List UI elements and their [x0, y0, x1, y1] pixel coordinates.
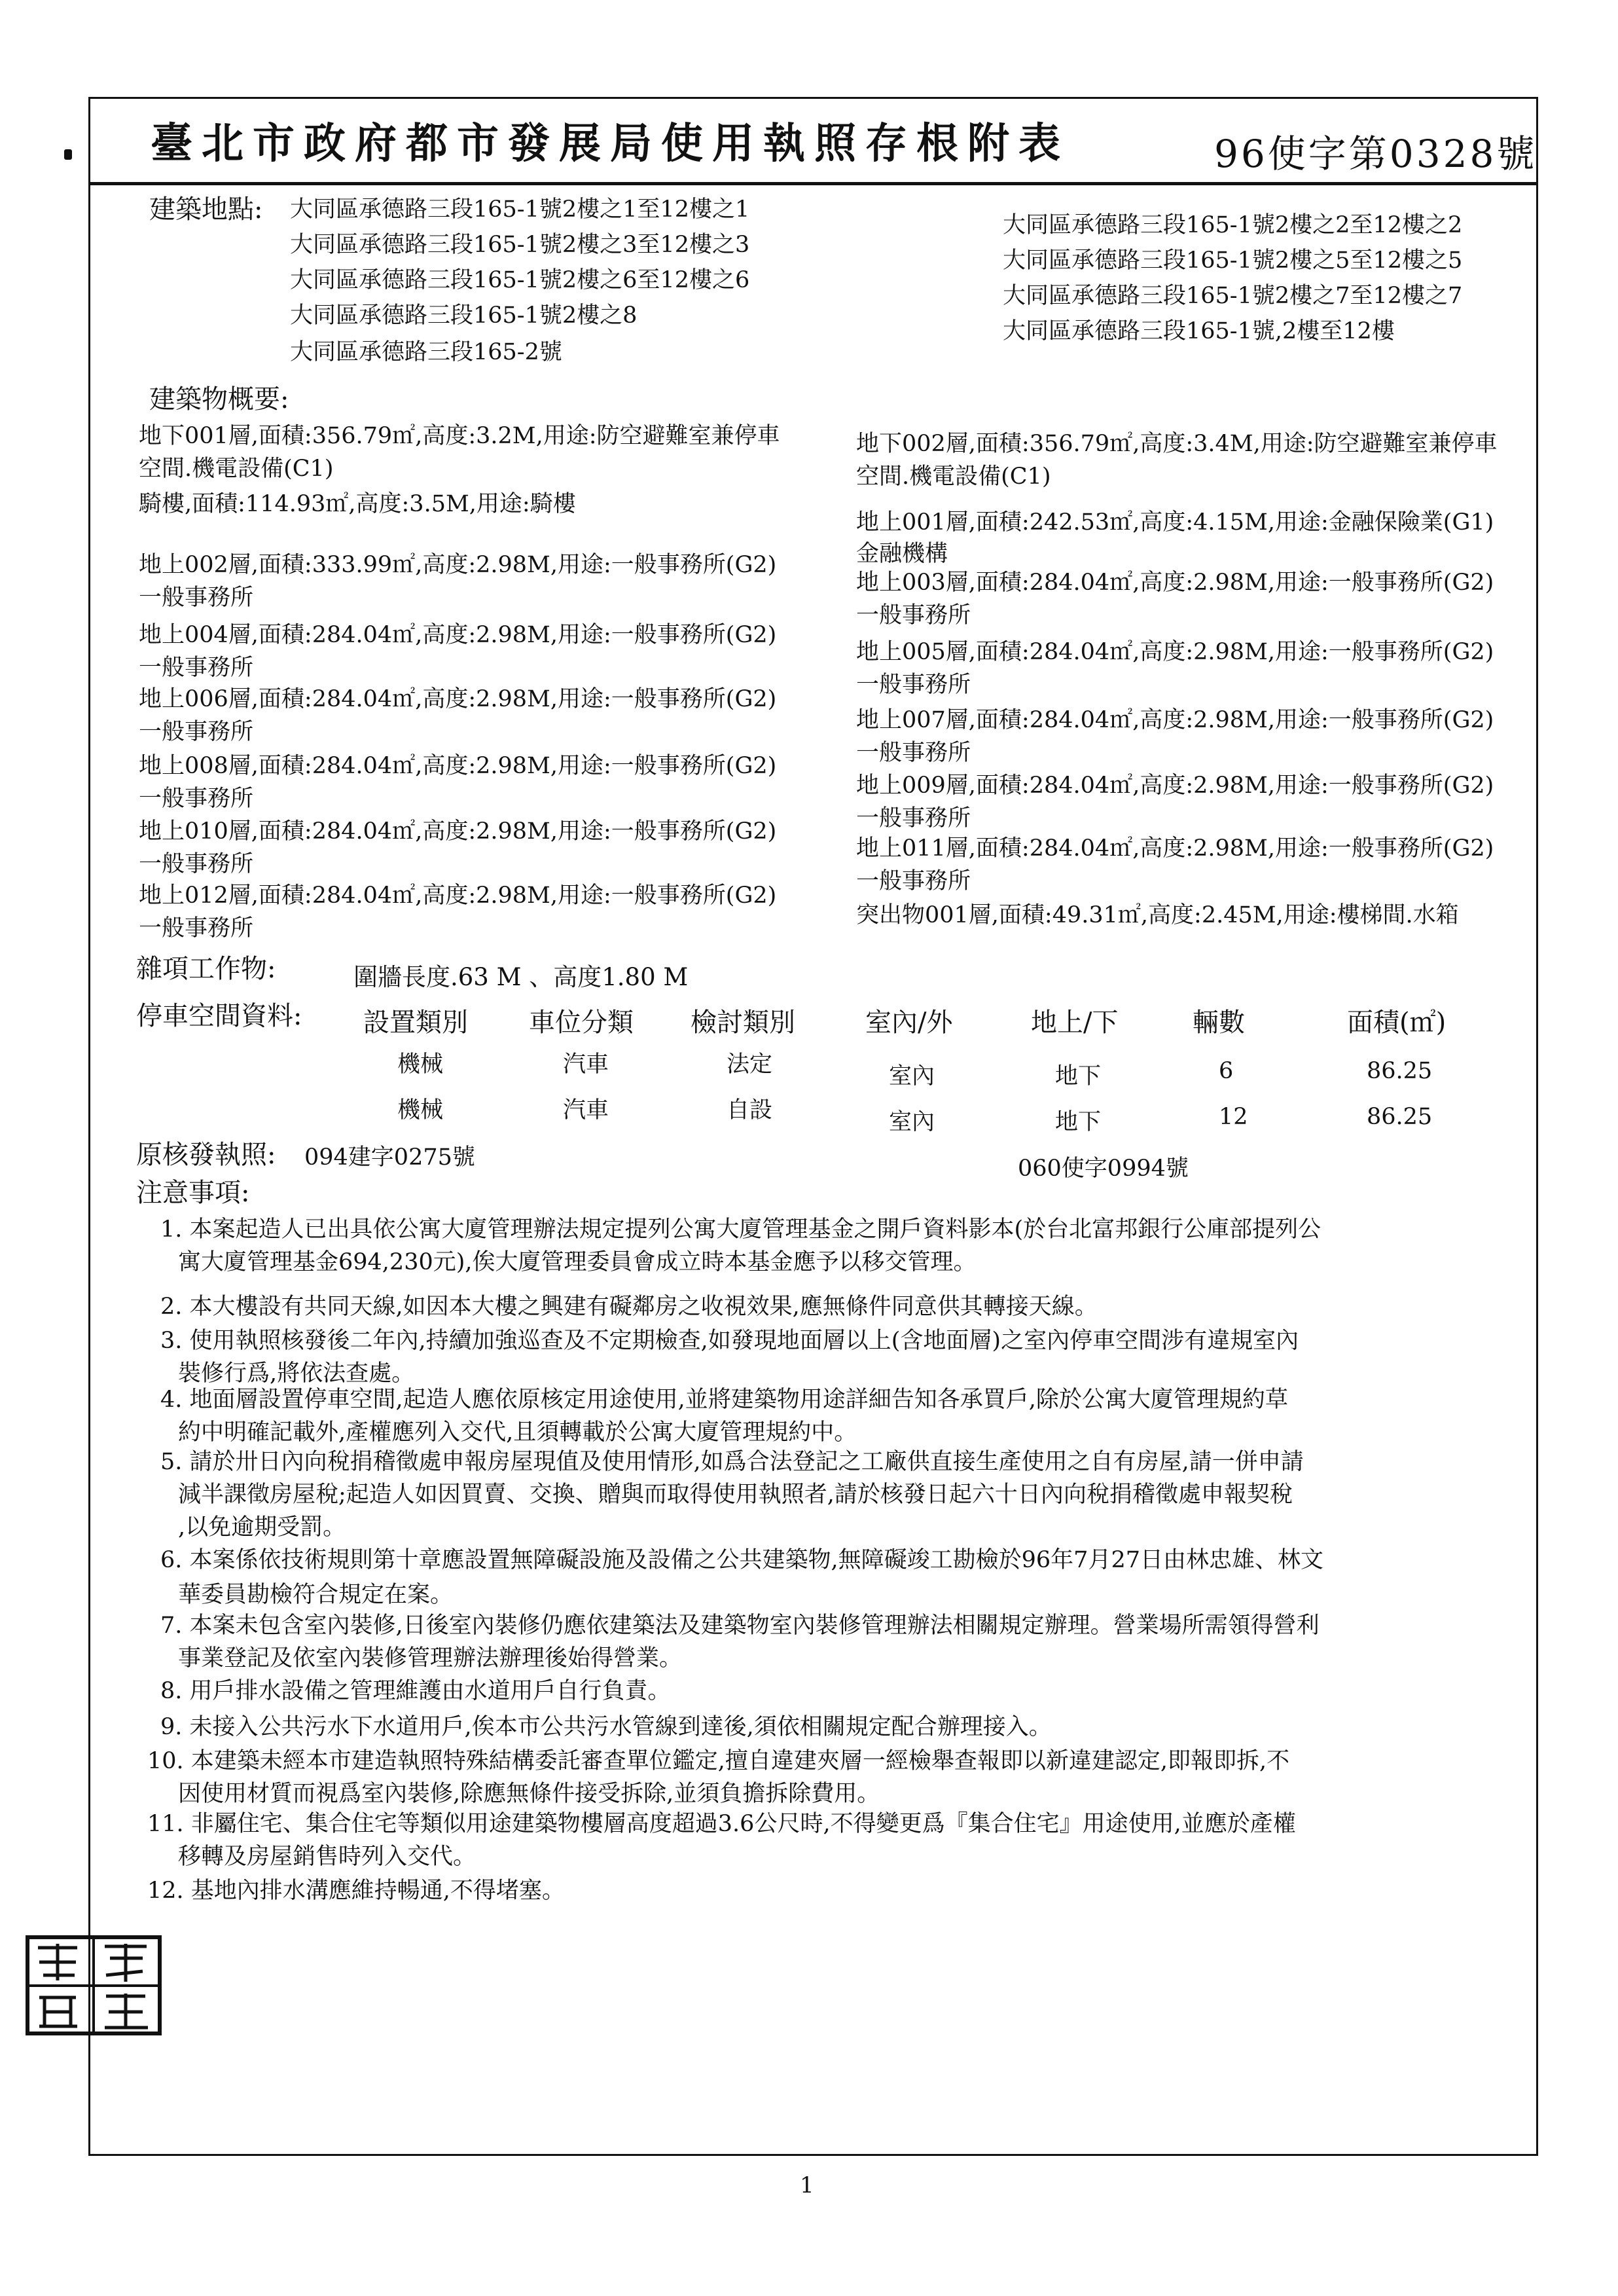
address-line: 大同區承德路三段165-1號2樓之6至12樓之6: [290, 267, 750, 293]
note-line: 事業登記及依室內裝修管理辦法辦理後始得營業。: [178, 1645, 683, 1671]
notes-label: 注意事項:: [136, 1178, 250, 1208]
note-line: 華委員勘檢符合規定在案。: [178, 1582, 454, 1608]
note-line: 寓大廈管理基金694,230元),俟大廈管理委員會成立時本基金應予以移交管理。: [178, 1249, 977, 1275]
note-line: 約中明確記載外,產權應列入交代,且須轉載於公寓大廈管理規約中。: [178, 1419, 857, 1446]
overview-line: 一般事務所: [139, 786, 254, 812]
original-permit-value-2: 060使字0994號: [1018, 1156, 1189, 1182]
overview-line: 地上003層,面積:284.04㎡,高度:2.98M,用途:一般事務所(G2): [856, 570, 1494, 596]
parking-header: 檢討類別: [691, 1008, 795, 1038]
note-line: 4. 地面層設置停車空間,起造人應依原核定用途使用,並將建築物用途詳細告知各承買戶,除於公寓大廈管理規約草: [160, 1387, 1288, 1413]
original-permit-value-1: 094建字0275號: [304, 1144, 475, 1171]
official-seal-stamp: [25, 1935, 162, 2036]
address-line: 大同區承德路三段165-1號2樓之1至12樓之1: [290, 196, 750, 223]
overview-line: 空間.機電設備(C1): [856, 464, 1051, 490]
overview-line: 一般事務所: [139, 585, 254, 611]
overview-line: 空間.機電設備(C1): [139, 456, 334, 482]
note-line: 裝修行爲,將依法查處。: [178, 1360, 415, 1387]
overview-line: 地上008層,面積:284.04㎡,高度:2.98M,用途:一般事務所(G2): [139, 753, 777, 779]
address-line: 大同區承德路三段165-1號2樓之2至12樓之2: [1003, 212, 1463, 238]
overview-line: 一般事務所: [139, 851, 254, 877]
misc-label: 雜項工作物:: [136, 954, 276, 984]
parking-cell: 6: [1219, 1058, 1234, 1084]
margin-mark: [64, 149, 72, 160]
parking-cell: 地下: [1055, 1109, 1102, 1135]
note-line: 11. 非屬住宅、集合住宅等類似用途建築物樓層高度超過3.6公尺時,不得變更爲『集合住宅』用途使用,並應於產權: [147, 1811, 1296, 1837]
overview-line: 地上012層,面積:284.04㎡,高度:2.98M,用途:一般事務所(G2): [139, 883, 777, 909]
note-line: 減半課徵房屋稅;起造人如因買賣、交換、贈與而取得使用執照者,請於核發日起六十日內向稅捐稽徵處申報契稅: [178, 1482, 1293, 1508]
note-line: 1. 本案起造人已出具依公寓大廈管理辦法規定提列公寓大廈管理基金之開戶資料影本(於台北富邦銀行公庫部提列公: [160, 1216, 1321, 1243]
parking-cell: 自設: [727, 1097, 773, 1123]
overview-line: 一般事務所: [139, 719, 254, 745]
note-line: 12. 基地內排水溝應維持暢通,不得堵塞。: [147, 1878, 565, 1904]
parking-cell: 汽車: [563, 1097, 609, 1123]
note-line: 6. 本案係依技術規則第十章應設置無障礙設施及設備之公共建築物,無障礙竣工勘檢於96年7月27日由林忠雄、林文: [160, 1547, 1323, 1573]
parking-cell: 室內: [889, 1063, 935, 1089]
parking-header: 室內/外: [865, 1008, 953, 1038]
address-label: 建築地點:: [149, 194, 263, 225]
address-line: 大同區承德路三段165-2號: [290, 339, 562, 365]
parking-label: 停車空間資料:: [136, 1001, 302, 1031]
parking-cell: 12: [1219, 1104, 1248, 1130]
overview-line: 一般事務所: [139, 655, 254, 681]
overview-line: 一般事務所: [139, 915, 254, 941]
parking-cell: 86.25: [1367, 1058, 1433, 1084]
parking-cell: 機械: [397, 1051, 444, 1078]
address-line: 大同區承德路三段165-1號2樓之8: [290, 302, 638, 329]
note-line: 3. 使用執照核發後二年內,持續加強巡查及不定期檢查,如發現地面層以上(含地面層)之室內停車空間涉有違規室內: [160, 1328, 1299, 1354]
overview-line: 突出物001層,面積:49.31㎡,高度:2.45M,用途:樓梯間.水箱: [856, 902, 1459, 928]
parking-cell: 汽車: [563, 1051, 609, 1078]
overview-line: 地上010層,面積:284.04㎡,高度:2.98M,用途:一般事務所(G2): [139, 818, 777, 845]
overview-line: 地上009層,面積:284.04㎡,高度:2.98M,用途:一般事務所(G2): [856, 773, 1494, 799]
original-permit-label: 原核發執照:: [136, 1140, 276, 1170]
note-line: 8. 用戶排水設備之管理維護由水道用戶自行負責。: [160, 1678, 671, 1704]
address-line: 大同區承德路三段165-1號,2樓至12樓: [1003, 318, 1395, 344]
note-line: 5. 請於卅日內向稅捐稽徵處申報房屋現值及使用情形,如爲合法登記之工廠供直接生產使用之自有房屋,請一併申請: [160, 1449, 1304, 1475]
overview-line: 地上007層,面積:284.04㎡,高度:2.98M,用途:一般事務所(G2): [856, 707, 1494, 733]
overview-line: 地下001層,面積:356.79㎡,高度:3.2M,用途:防空避難室兼停車: [139, 423, 780, 449]
overview-line: 金融機構: [856, 541, 948, 567]
page-number: 1: [800, 2172, 814, 2198]
overview-line: 一般事務所: [856, 602, 971, 629]
overview-label: 建築物概要:: [149, 384, 289, 414]
note-line: 7. 本案未包含室內裝修,日後室內裝修仍應依建築法及建築物室內裝修管理辦法相關規定辦理。營業場所需領得營利: [160, 1613, 1320, 1639]
note-line: 9. 未接入公共污水下水道用戶,俟本市公共污水管線到達後,須依相關規定配合辦理接入。: [160, 1714, 1052, 1740]
overview-line: 地上006層,面積:284.04㎡,高度:2.98M,用途:一般事務所(G2): [139, 686, 777, 712]
overview-line: 一般事務所: [856, 672, 971, 698]
overview-line: 地上005層,面積:284.04㎡,高度:2.98M,用途:一般事務所(G2): [856, 639, 1494, 665]
parking-header: 設置類別: [363, 1008, 468, 1038]
note-line: 10. 本建築未經本市建造執照特殊結構委託審查單位鑑定,擅自違建夾層一經檢舉查報即以新違建認定,即報即拆,不: [147, 1748, 1290, 1774]
parking-header: 車位分類: [529, 1008, 634, 1038]
note-line: 2. 本大樓設有共同天線,如因本大樓之興建有礙鄰房之收視效果,應無條件同意供其轉接天線。: [160, 1294, 1098, 1320]
overview-line: 地上002層,面積:333.99㎡,高度:2.98M,用途:一般事務所(G2): [139, 552, 777, 578]
parking-cell: 室內: [889, 1109, 935, 1135]
overview-line: 一般事務所: [856, 805, 971, 831]
overview-line: 一般事務所: [856, 740, 971, 766]
document-title: 臺北市政府都市發展局使用執照存根附表: [151, 119, 1070, 168]
parking-cell: 86.25: [1367, 1104, 1433, 1130]
overview-line: 一般事務所: [856, 868, 971, 894]
address-line: 大同區承德路三段165-1號2樓之7至12樓之7: [1003, 283, 1463, 309]
overview-line: 地上011層,面積:284.04㎡,高度:2.98M,用途:一般事務所(G2): [856, 835, 1494, 862]
parking-cell: 機械: [397, 1097, 444, 1123]
parking-header: 地上/下: [1031, 1008, 1119, 1038]
misc-value: 圍牆長度.63 M 、高度1.80 M: [353, 963, 689, 991]
overview-line: 地下002層,面積:356.79㎡,高度:3.4M,用途:防空避難室兼停車: [856, 431, 1498, 457]
overview-line: 騎樓,面積:114.93㎡,高度:3.5M,用途:騎樓: [139, 491, 576, 517]
note-line: 因使用材質而視爲室內裝修,除應無條件接受拆除,並須負擔拆除費用。: [178, 1781, 880, 1807]
parking-header: 面積(㎡): [1347, 1008, 1447, 1038]
permit-number: 96使字第0328號: [1214, 132, 1537, 176]
overview-line: 地上001層,面積:242.53㎡,高度:4.15M,用途:金融保險業(G1): [856, 509, 1494, 536]
overview-line: 地上004層,面積:284.04㎡,高度:2.98M,用途:一般事務所(G2): [139, 622, 777, 648]
address-line: 大同區承德路三段165-1號2樓之3至12樓之3: [290, 232, 750, 258]
parking-cell: 地下: [1055, 1063, 1102, 1089]
parking-header: 輛數: [1193, 1008, 1245, 1038]
parking-cell: 法定: [727, 1051, 773, 1078]
note-line: ,以免逾期受罰。: [178, 1514, 346, 1540]
note-line: 移轉及房屋銷售時列入交代。: [178, 1844, 476, 1870]
address-line: 大同區承德路三段165-1號2樓之5至12樓之5: [1003, 247, 1463, 274]
